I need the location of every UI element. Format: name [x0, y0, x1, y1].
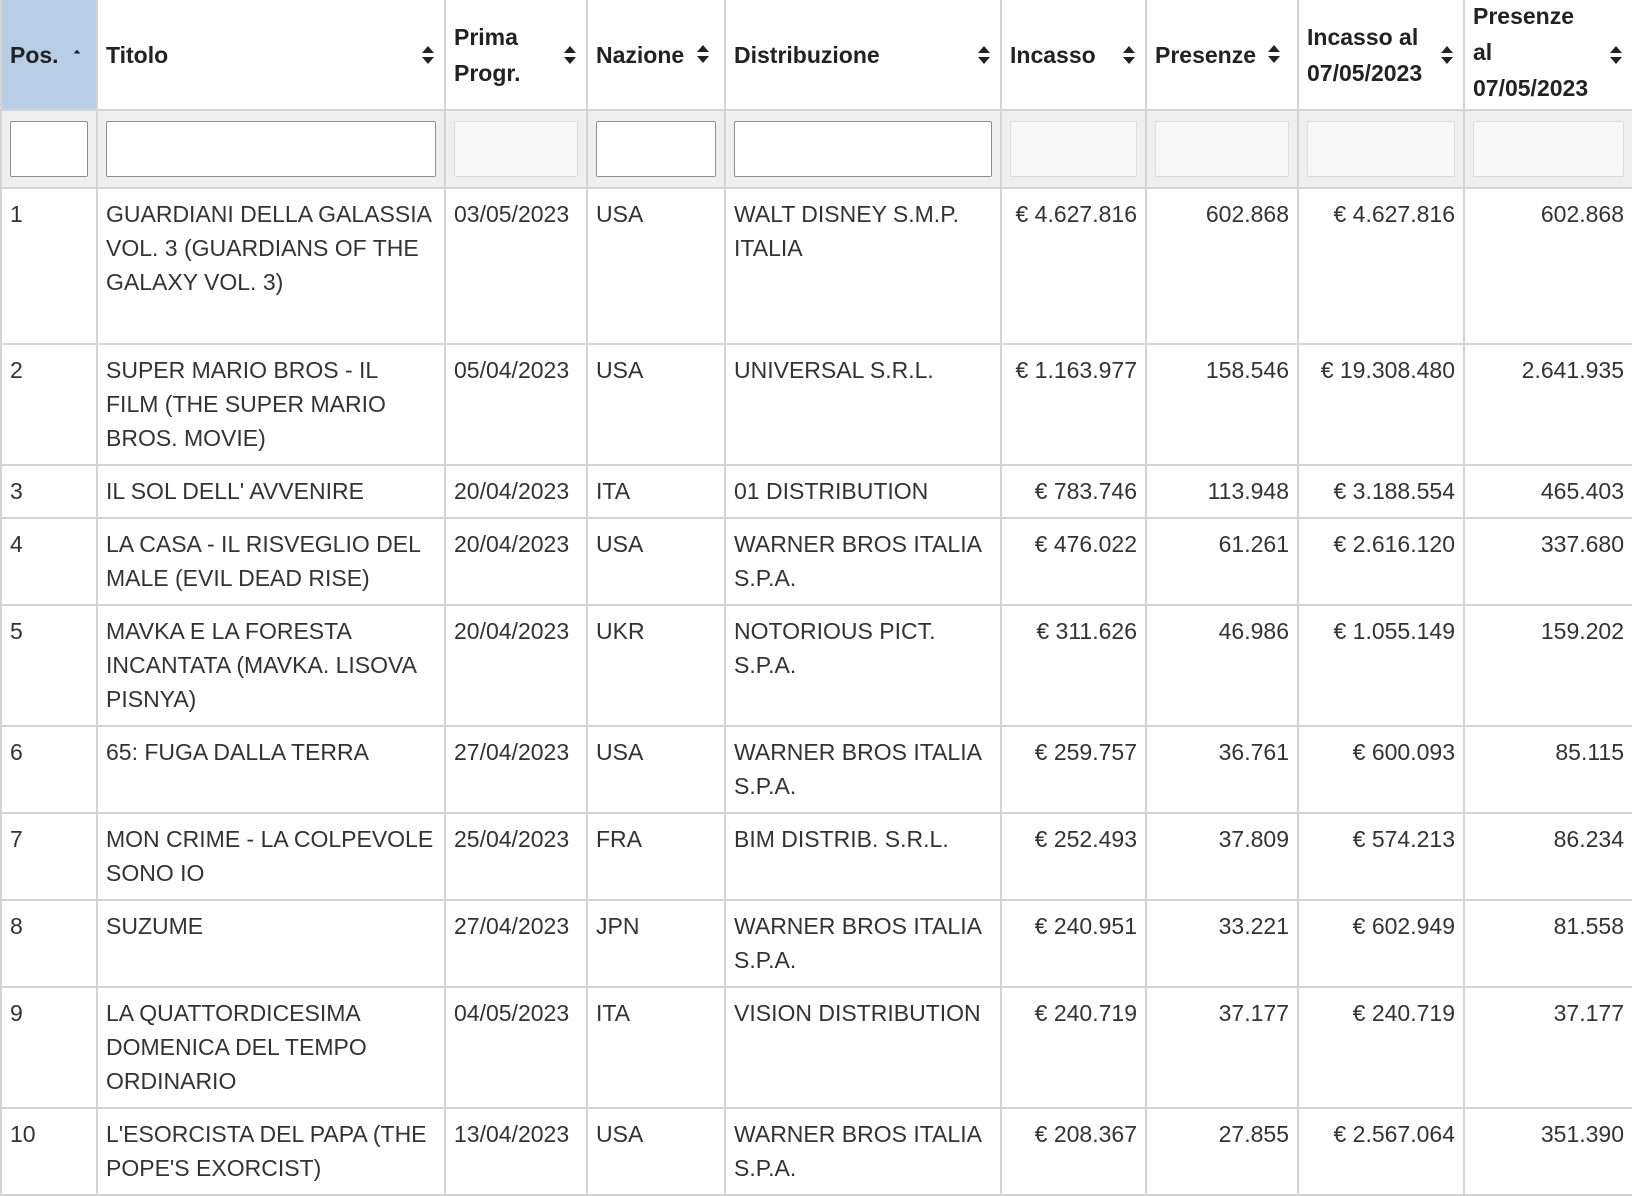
- table-row: [1, 188, 1632, 344]
- cell-pos: 1: [1, 188, 97, 344]
- cell-incasso-al: € 240.719: [1298, 987, 1464, 1108]
- table-row: [1, 813, 1632, 900]
- cell-pos: 6: [1, 726, 97, 813]
- sort-both-icon: [562, 44, 578, 66]
- cell-pos: 4: [1, 518, 97, 605]
- cell-distribuzione: 01 DISTRIBUTION: [725, 465, 1001, 518]
- filter-cell-presenze: [1146, 110, 1298, 188]
- cell-incasso: € 311.626: [1001, 605, 1146, 726]
- cell-titolo: LA QUATTORDICESIMA DOMENICA DEL TEMPO ORDINARIO: [97, 987, 445, 1108]
- cell-incasso: € 252.493: [1001, 813, 1146, 900]
- filter-input-presenze: [1155, 121, 1289, 177]
- table-row: [1, 900, 1632, 987]
- header-pos[interactable]: [1, 0, 97, 110]
- cell-incasso-al: € 2.567.064: [1298, 1108, 1464, 1195]
- cell-presenze: 36.761: [1146, 726, 1298, 813]
- filter-input-incasso-al: [1307, 121, 1455, 177]
- cell-presenze-al: 85.115: [1464, 726, 1632, 813]
- cell-prima-progr: 27/04/2023: [445, 900, 587, 987]
- cell-titolo: MON CRIME - LA COLPEVOLE SONO IO: [97, 813, 445, 900]
- cell-nazione: USA: [587, 344, 725, 465]
- table-row: [1, 518, 1632, 605]
- filter-cell-titolo: [97, 110, 445, 188]
- cell-nazione: USA: [587, 1108, 725, 1195]
- cell-prima-progr: 20/04/2023: [445, 465, 587, 518]
- cell-incasso: € 783.746: [1001, 465, 1146, 518]
- cell-presenze: 46.986: [1146, 605, 1298, 726]
- cell-prima-progr: 13/04/2023: [445, 1108, 587, 1195]
- cell-incasso-al: € 602.949: [1298, 900, 1464, 987]
- sort-both-icon: [1608, 44, 1624, 66]
- header-incasso-label: Incasso: [1010, 41, 1096, 68]
- cell-titolo: GUARDIANI DELLA GALASSIA VOL. 3 (GUARDIANS OF THE GALAXY VOL. 3): [97, 188, 445, 344]
- cell-presenze: 113.948: [1146, 465, 1298, 518]
- table-row: [1, 605, 1632, 726]
- filter-input-pos[interactable]: [10, 121, 88, 177]
- cell-pos: 8: [1, 900, 97, 987]
- sort-both-icon: [1439, 44, 1455, 66]
- header-incasso[interactable]: [1001, 0, 1146, 110]
- cell-incasso-al: € 574.213: [1298, 813, 1464, 900]
- cell-incasso: € 240.951: [1001, 900, 1146, 987]
- cell-incasso-al: € 4.627.816: [1298, 188, 1464, 344]
- header-presenze-al[interactable]: [1464, 0, 1632, 110]
- header-prima-progr-label: Prima Progr.: [454, 23, 521, 86]
- cell-titolo: LA CASA - IL RISVEGLIO DEL MALE (EVIL DEAD RISE): [97, 518, 445, 605]
- cell-pos: 10: [1, 1108, 97, 1195]
- filter-input-incasso: [1010, 121, 1137, 177]
- cell-nazione: USA: [587, 726, 725, 813]
- table-row: [1, 465, 1632, 518]
- cell-distribuzione: WARNER BROS ITALIA S.P.A.: [725, 900, 1001, 987]
- header-titolo[interactable]: [97, 0, 445, 110]
- cell-presenze-al: 81.558: [1464, 900, 1632, 987]
- cell-presenze: 61.261: [1146, 518, 1298, 605]
- cell-presenze: 27.855: [1146, 1108, 1298, 1195]
- cell-distribuzione: NOTORIOUS PICT. S.P.A.: [725, 605, 1001, 726]
- cell-incasso-al: € 1.055.149: [1298, 605, 1464, 726]
- cell-distribuzione: WARNER BROS ITALIA S.P.A.: [725, 1108, 1001, 1195]
- cell-distribuzione: WARNER BROS ITALIA S.P.A.: [725, 726, 1001, 813]
- filter-cell-pos: [1, 110, 97, 188]
- sort-ascending-icon: [69, 48, 85, 60]
- sort-both-icon: [695, 43, 711, 65]
- cell-titolo: MAVKA E LA FORESTA INCANTATA (MAVKA. LISOVA PISNYA): [97, 605, 445, 726]
- sort-both-icon: [976, 44, 992, 66]
- cell-incasso: € 240.719: [1001, 987, 1146, 1108]
- cell-presenze-al: 602.868: [1464, 188, 1632, 344]
- header-titolo-label: Titolo: [106, 41, 169, 68]
- sort-both-icon: [420, 44, 436, 66]
- sort-both-icon: [1266, 43, 1282, 65]
- cell-incasso: € 259.757: [1001, 726, 1146, 813]
- header-pos-label: Pos.: [10, 41, 59, 68]
- header-incasso-al-label: Incasso al 07/05/2023: [1307, 23, 1423, 86]
- header-presenze-al-label: Presenze al 07/05/2023: [1473, 2, 1589, 101]
- cell-nazione: USA: [587, 188, 725, 344]
- cell-incasso: € 1.163.977: [1001, 344, 1146, 465]
- cell-nazione: ITA: [587, 987, 725, 1108]
- cell-titolo: 65: FUGA DALLA TERRA: [97, 726, 445, 813]
- cell-incasso-al: € 3.188.554: [1298, 465, 1464, 518]
- filter-input-prima-progr: [454, 121, 578, 177]
- cell-presenze: 37.809: [1146, 813, 1298, 900]
- cell-presenze-al: 37.177: [1464, 987, 1632, 1108]
- header-distribuzione-label: Distribuzione: [734, 41, 880, 68]
- cell-presenze: 33.221: [1146, 900, 1298, 987]
- cell-distribuzione: BIM DISTRIB. S.R.L.: [725, 813, 1001, 900]
- table-row: [1, 726, 1632, 813]
- cell-incasso: € 476.022: [1001, 518, 1146, 605]
- filter-row: [1, 110, 1632, 188]
- cell-nazione: JPN: [587, 900, 725, 987]
- cell-nazione: UKR: [587, 605, 725, 726]
- cell-prima-progr: 20/04/2023: [445, 518, 587, 605]
- cell-pos: 2: [1, 344, 97, 465]
- cell-prima-progr: 27/04/2023: [445, 726, 587, 813]
- table-row: [1, 987, 1632, 1108]
- cell-presenze: 158.546: [1146, 344, 1298, 465]
- cell-distribuzione: WARNER BROS ITALIA S.P.A.: [725, 518, 1001, 605]
- cell-titolo: SUPER MARIO BROS - IL FILM (THE SUPER MARIO BROS. MOVIE): [97, 344, 445, 465]
- filter-cell-presenze-al: [1464, 110, 1632, 188]
- filter-input-distribuzione[interactable]: [734, 121, 992, 177]
- header-distribuzione[interactable]: [725, 0, 1001, 110]
- header-presenze[interactable]: [1146, 0, 1298, 110]
- filter-cell-incasso: [1001, 110, 1146, 188]
- header-nazione[interactable]: [587, 0, 725, 110]
- cell-presenze-al: 2.641.935: [1464, 344, 1632, 465]
- cell-titolo: IL SOL DELL' AVVENIRE: [97, 465, 445, 518]
- filter-input-titolo[interactable]: [106, 121, 436, 177]
- cell-nazione: FRA: [587, 813, 725, 900]
- cell-prima-progr: 04/05/2023: [445, 987, 587, 1108]
- cell-distribuzione: UNIVERSAL S.R.L.: [725, 344, 1001, 465]
- cell-pos: 9: [1, 987, 97, 1108]
- cell-distribuzione: VISION DISTRIBUTION: [725, 987, 1001, 1108]
- header-row: [1, 0, 1632, 110]
- filter-input-presenze-al: [1473, 121, 1624, 177]
- table-row: [1, 344, 1632, 465]
- cell-presenze-al: 351.390: [1464, 1108, 1632, 1195]
- cell-prima-progr: 05/04/2023: [445, 344, 587, 465]
- cell-presenze: 602.868: [1146, 188, 1298, 344]
- cell-incasso-al: € 19.308.480: [1298, 344, 1464, 465]
- cell-pos: 7: [1, 813, 97, 900]
- cell-titolo: SUZUME: [97, 900, 445, 987]
- cell-distribuzione: WALT DISNEY S.M.P. ITALIA: [725, 188, 1001, 344]
- header-prima-progr[interactable]: [445, 0, 587, 110]
- cell-incasso-al: € 2.616.120: [1298, 518, 1464, 605]
- cell-presenze-al: 337.680: [1464, 518, 1632, 605]
- sort-both-icon: [1121, 44, 1137, 66]
- cell-prima-progr: 20/04/2023: [445, 605, 587, 726]
- filter-cell-distribuzione: [725, 110, 1001, 188]
- cell-pos: 5: [1, 605, 97, 726]
- cell-prima-progr: 25/04/2023: [445, 813, 587, 900]
- filter-cell-prima-progr: [445, 110, 587, 188]
- cell-presenze: 37.177: [1146, 987, 1298, 1108]
- cell-presenze-al: 465.403: [1464, 465, 1632, 518]
- cell-incasso: € 208.367: [1001, 1108, 1146, 1195]
- cell-nazione: ITA: [587, 465, 725, 518]
- cell-presenze-al: 86.234: [1464, 813, 1632, 900]
- cell-prima-progr: 03/05/2023: [445, 188, 587, 344]
- header-incasso-al[interactable]: [1298, 0, 1464, 110]
- header-presenze-label: Presenze: [1155, 41, 1257, 68]
- cell-incasso: € 4.627.816: [1001, 188, 1146, 344]
- cell-presenze-al: 159.202: [1464, 605, 1632, 726]
- table-row: [1, 1108, 1632, 1195]
- cell-pos: 3: [1, 465, 97, 518]
- header-nazione-label: Nazione: [596, 41, 685, 68]
- filter-cell-nazione: [587, 110, 725, 188]
- cell-incasso-al: € 600.093: [1298, 726, 1464, 813]
- cell-titolo: L'ESORCISTA DEL PAPA (THE POPE'S EXORCIST): [97, 1108, 445, 1195]
- filter-cell-incasso-al: [1298, 110, 1464, 188]
- table-body: [1, 188, 1632, 1195]
- cell-nazione: USA: [587, 518, 725, 605]
- filter-input-nazione[interactable]: [596, 121, 716, 177]
